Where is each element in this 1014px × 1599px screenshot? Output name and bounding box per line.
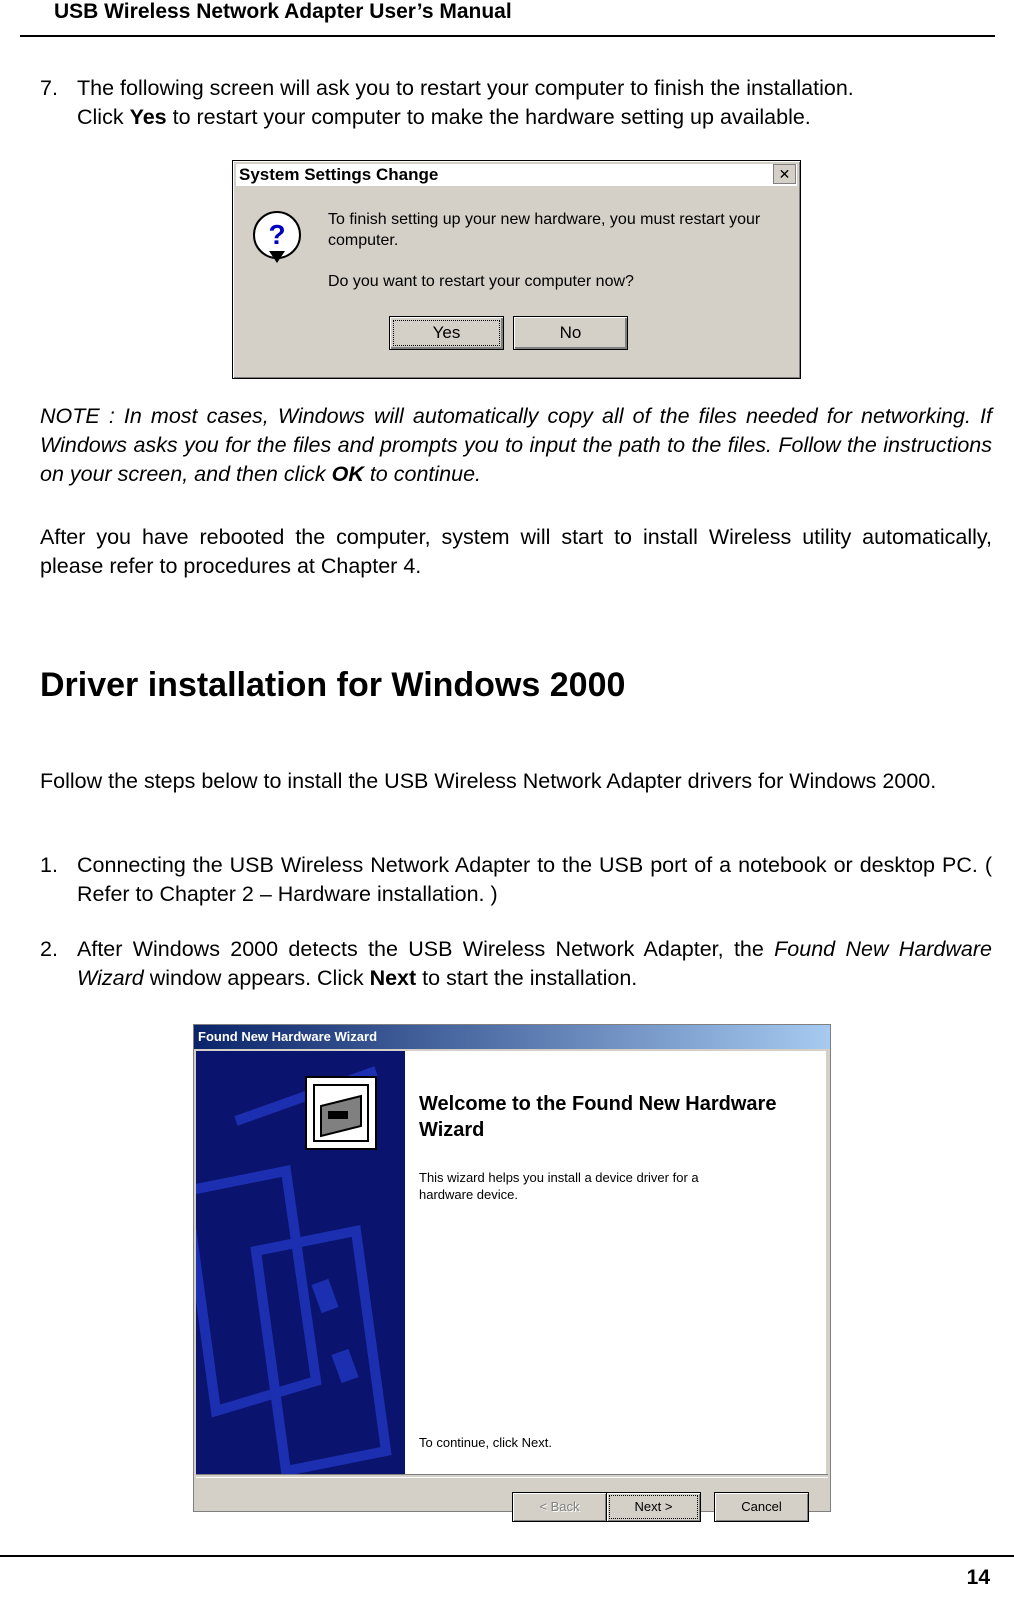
found-new-hardware-wizard [193, 1024, 831, 1512]
wizard-side-banner [196, 1051, 405, 1474]
wizard-banner-graphic [196, 1051, 405, 1474]
section-heading: Driver installation for Windows 2000 [40, 666, 626, 704]
ok-emphasis: OK [331, 462, 364, 486]
wizard-name-emphasis: Found New Hardware Wizard [77, 937, 992, 990]
question-icon-tail [269, 251, 285, 263]
cancel-button[interactable]: Cancel [714, 1492, 809, 1522]
wizard-description: This wizard helps you install a device driver for a hardware device. [419, 1170, 699, 1202]
step-2-number: 2. [40, 937, 58, 961]
back-button[interactable]: < Back [512, 1492, 607, 1522]
footer-rule [0, 1555, 1014, 1557]
after-reboot-paragraph: After you have rebooted the computer, system will start to install Wireless utility automatically, please refer to procedures at Chapter 4. [40, 525, 992, 578]
step-7-text [77, 74, 992, 132]
note-paragraph: NOTE : In most cases, Windows will automatically copy all of the files needed for networking. If Windows asks you for the files and prompts you to input the path to the files. Follow the instructions on your screen, and then click OK to continue. [40, 404, 992, 486]
page-number: 14 [966, 1566, 990, 1589]
question-icon: ? [253, 211, 301, 259]
yes-button[interactable]: Yes [389, 316, 504, 350]
header-rule [20, 35, 995, 37]
step-7-line1: The following screen will ask you to restart your computer to finish the installation. [77, 76, 854, 100]
wizard-separator [196, 1474, 828, 1478]
dialog-question: Do you want to restart your computer now? [328, 273, 634, 290]
dialog-message: To finish setting up your new hardware, you must restart your computer. [328, 211, 761, 249]
wizard-continue-hint: To continue, click Next. [419, 1435, 552, 1450]
wizard-heading: Welcome to the Found New Hardware Wizard [419, 1093, 777, 1141]
step-2-text: After Windows 2000 detects the USB Wireless Network Adapter, the Found New Hardware Wizard window appears. Click Next to start the installation. [77, 937, 992, 990]
wizard-title: Found New Hardware Wizard [194, 1025, 830, 1049]
yes-emphasis: Yes [129, 105, 167, 129]
dialog-title: System Settings Change [236, 164, 797, 186]
system-settings-change-dialog [232, 160, 801, 379]
step-7-line2: Click Yes to restart your computer to make the hardware setting up available. [77, 105, 811, 129]
step-1-number: 1. [40, 853, 58, 877]
next-emphasis: Next [369, 966, 417, 990]
step-1-text: Connecting the USB Wireless Network Adapter to the USB port of a notebook or desktop PC. ( Refer to Chapter 2 – Hardware installation. ) [77, 853, 992, 906]
next-button[interactable]: Next > [606, 1492, 701, 1522]
wizard-content [405, 1051, 826, 1474]
running-header: USB Wireless Network Adapter User’s Manual [54, 0, 512, 23]
step-7-number: 7. [40, 76, 58, 100]
no-button[interactable]: No [513, 316, 628, 350]
close-icon[interactable]: ✕ [773, 164, 796, 184]
follow-steps-paragraph: Follow the steps below to install the USB Wireless Network Adapter drivers for Windows 2000. [40, 769, 937, 793]
